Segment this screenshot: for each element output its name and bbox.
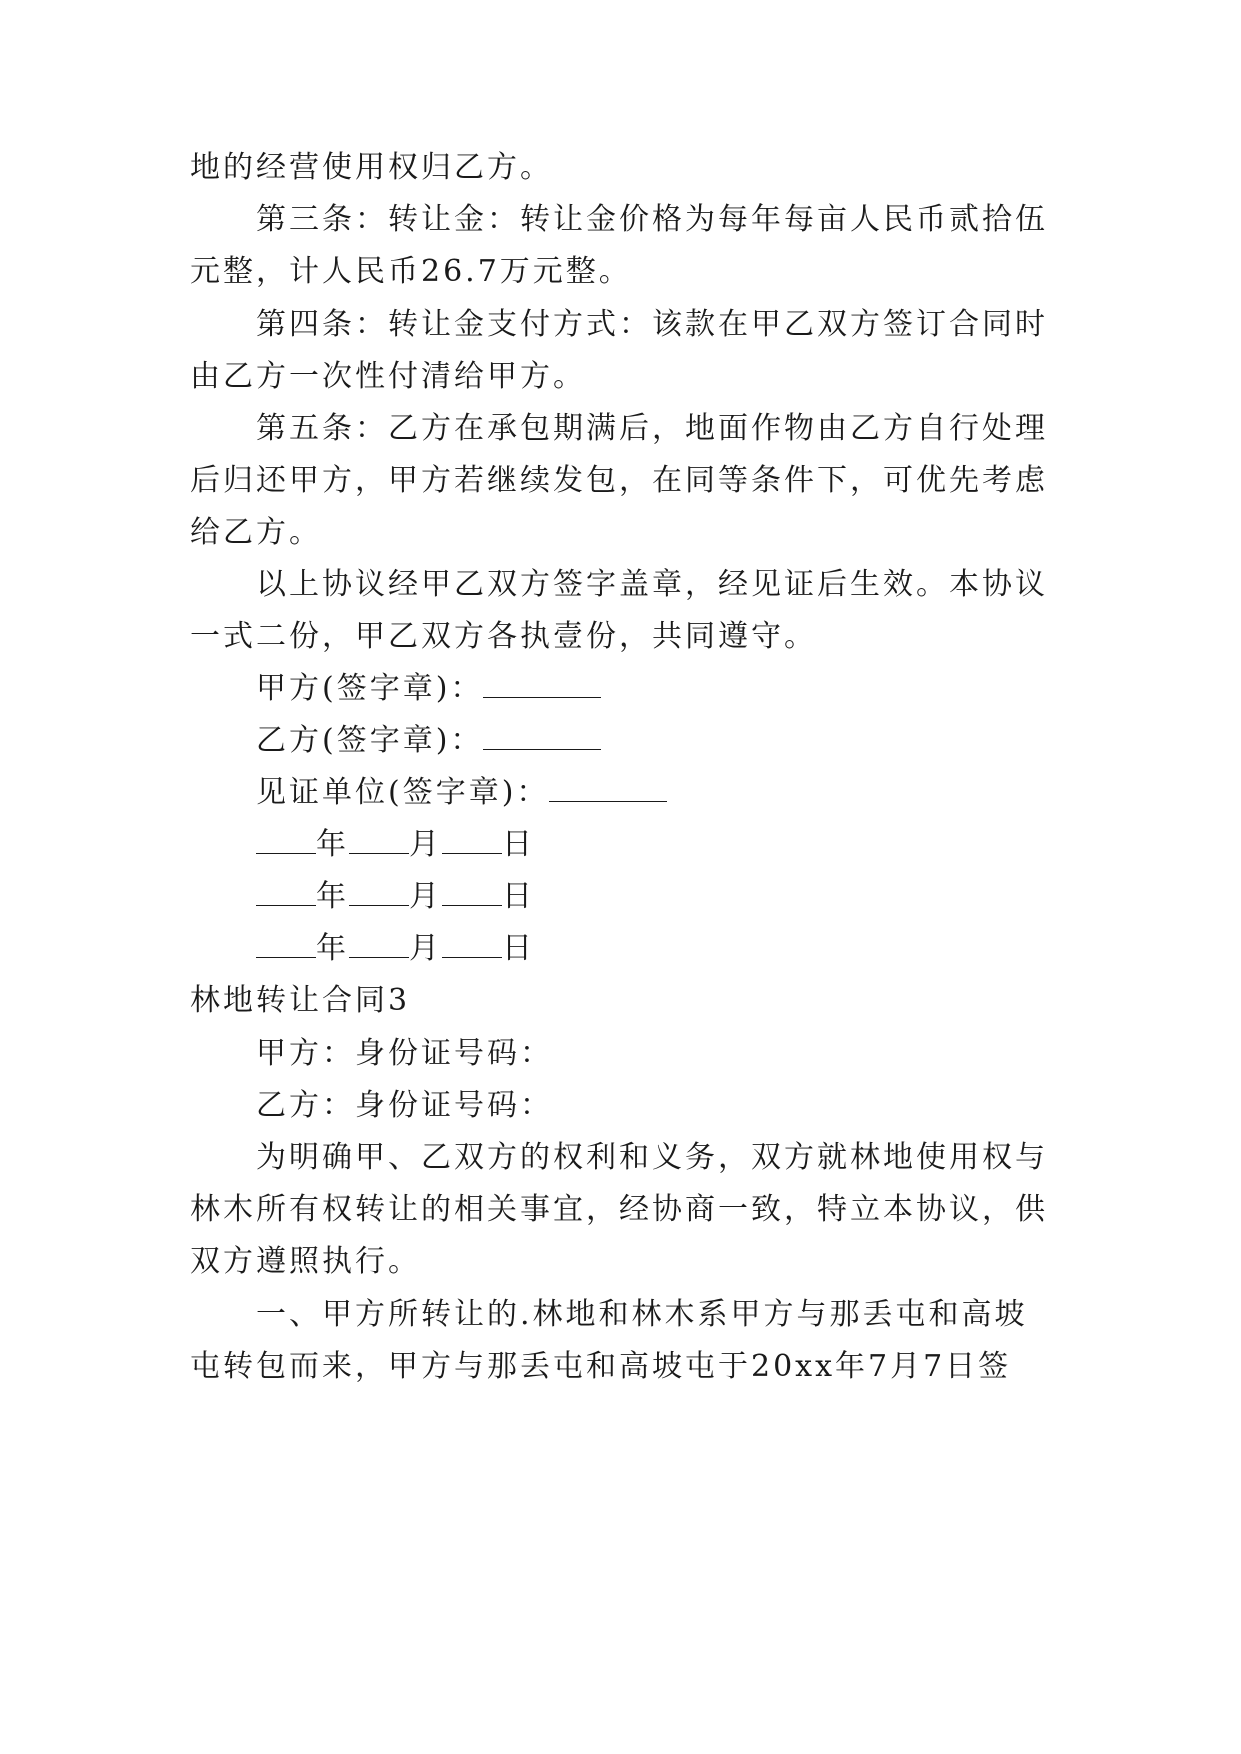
witness-signature-label: 见证单位(签字章)： — [256, 775, 550, 810]
paragraph-line: 给乙方。 — [190, 515, 322, 550]
intro-line: 林木所有权转让的相关事宜，经协商一致，特立本协议，供 — [190, 1192, 1048, 1227]
day-label: 日 — [502, 931, 535, 966]
clause-line: 屯转包而来，甲方与那丢屯和高坡屯于20xx年7月7日签 — [190, 1349, 1012, 1384]
paragraph-line: 第五条：乙方在承包期满后，地面作物由乙方自行处理 — [256, 411, 1048, 446]
month-blank[interactable] — [349, 819, 409, 854]
party-b-signature-line — [256, 712, 601, 770]
party-a-signature-line — [256, 660, 601, 718]
paragraph-line: 第三条：转让金：转让金价格为每年每亩人民币贰拾伍 — [256, 202, 1048, 237]
date-line — [256, 816, 535, 874]
party-b-signature-label: 乙方(签字章)： — [256, 723, 484, 758]
date-line — [256, 920, 535, 978]
paragraph-line: 第四条：转让金支付方式：该款在甲乙双方签订合同时 — [256, 307, 1048, 342]
contract-heading: 林地转让合同3 — [190, 983, 411, 1018]
day-blank[interactable] — [442, 871, 502, 906]
party-a-id-line: 甲方：身份证号码： — [256, 1036, 553, 1071]
year-label: 年 — [316, 931, 349, 966]
month-label: 月 — [409, 827, 442, 862]
year-label: 年 — [316, 827, 349, 862]
day-label: 日 — [502, 827, 535, 862]
paragraph-line: 一式二份，甲乙双方各执壹份，共同遵守。 — [190, 619, 817, 654]
paragraph-line: 后归还甲方，甲方若继续发包，在同等条件下，可优先考虑 — [190, 463, 1048, 498]
paragraph-line: 由乙方一次性付清给甲方。 — [190, 359, 586, 394]
month-label: 月 — [409, 931, 442, 966]
clause-line: 一、甲方所转让的.林地和林木系甲方与那丢屯和高坡 — [256, 1297, 1028, 1332]
party-a-signature-blank[interactable] — [483, 663, 601, 698]
witness-signature-line — [256, 764, 667, 822]
party-b-signature-blank[interactable] — [483, 715, 601, 750]
intro-line: 为明确甲、乙双方的权利和义务，双方就林地使用权与 — [256, 1140, 1048, 1175]
year-blank[interactable] — [256, 923, 316, 958]
party-a-signature-label: 甲方(签字章)： — [256, 671, 484, 706]
party-b-id-line: 乙方：身份证号码： — [256, 1088, 553, 1123]
witness-signature-blank[interactable] — [549, 767, 667, 802]
date-line — [256, 868, 535, 926]
paragraph-line: 地的经营使用权归乙方。 — [190, 150, 553, 185]
paragraph-line: 以上协议经甲乙双方签字盖章，经见证后生效。本协议 — [256, 567, 1048, 602]
paragraph-line: 元整，计人民币26.7万元整。 — [190, 254, 632, 289]
intro-line: 双方遵照执行。 — [190, 1244, 421, 1279]
year-blank[interactable] — [256, 871, 316, 906]
day-label: 日 — [502, 879, 535, 914]
day-blank[interactable] — [442, 819, 502, 854]
month-label: 月 — [409, 879, 442, 914]
year-label: 年 — [316, 879, 349, 914]
day-blank[interactable] — [442, 923, 502, 958]
year-blank[interactable] — [256, 819, 316, 854]
month-blank[interactable] — [349, 923, 409, 958]
month-blank[interactable] — [349, 871, 409, 906]
